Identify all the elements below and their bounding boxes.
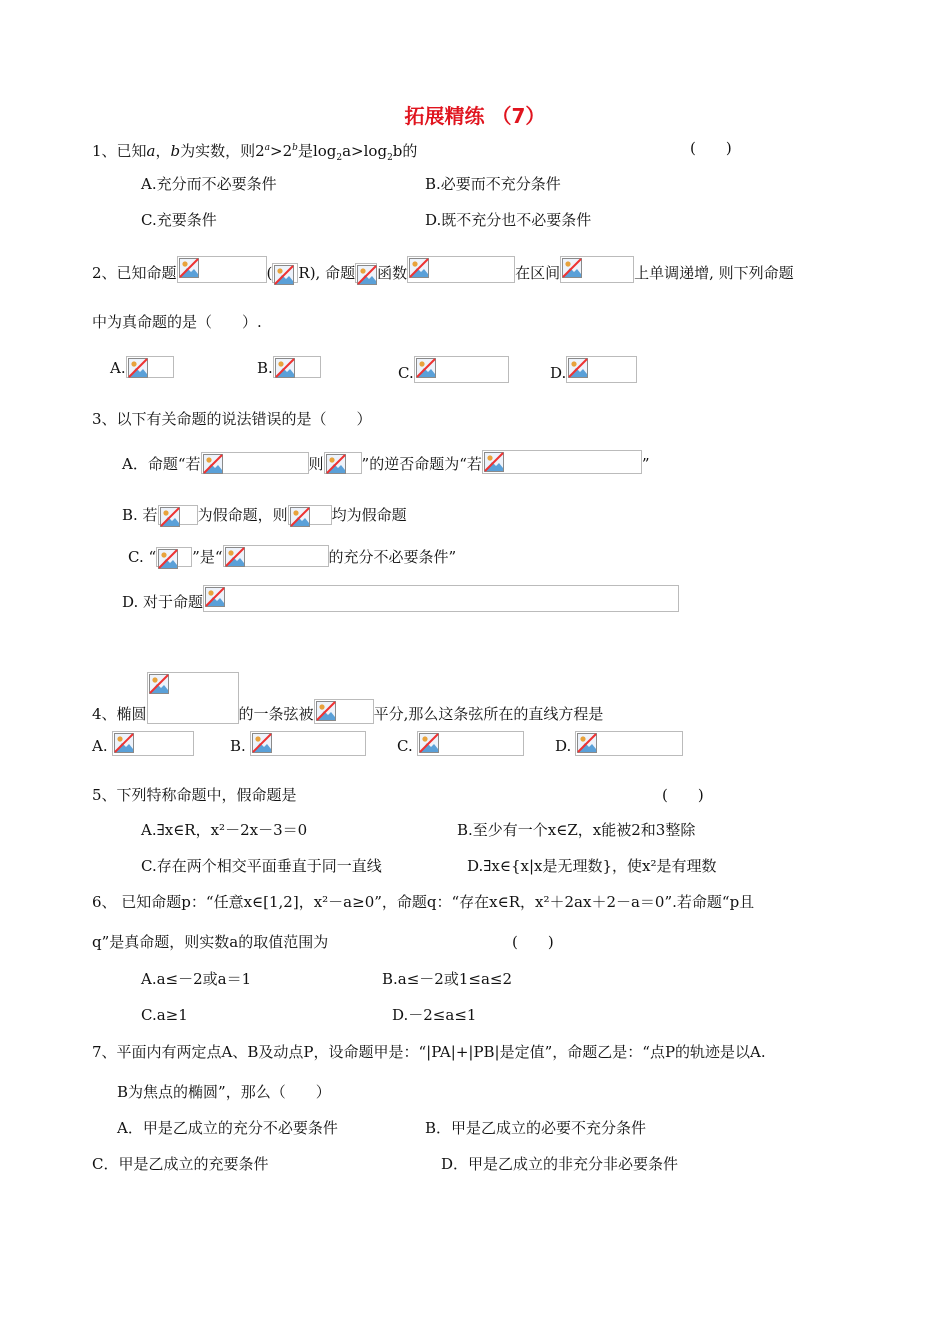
broken-image-icon: [288, 505, 332, 525]
q7-option-c: C．甲是乙成立的充要条件: [92, 1155, 269, 1173]
q7-option-a: A．甲是乙成立的充分不必要条件: [117, 1119, 338, 1137]
question-7-line2: B为焦点的椭圆”，那么（ ）: [117, 1083, 331, 1101]
q6-option-b: B.a≤－2或1≤a≤2: [382, 970, 513, 988]
question-1-paren: ( ): [690, 139, 732, 157]
question-2-line2: 中为真命题的是（ ）.: [92, 313, 262, 331]
q1-option-d: D.既不充分也不必要条件: [425, 211, 592, 229]
question-1-stem: 1、已知a，b为实数，则$2^a>2^b$是$\log_2a>\log_2b$的: [92, 142, 418, 163]
q6-option-a: A.a≤－2或a＝1: [141, 970, 252, 988]
broken-image-icon: [324, 452, 362, 474]
q1-option-c: C.充要条件: [141, 211, 217, 229]
question-6-line2: q”是真命题，则实数a的取值范围为: [92, 933, 329, 951]
q3-option-b: B. 若 为假命题，则 均为假命题: [122, 505, 407, 525]
q5-option-c: C.存在两个相交平面垂直于同一直线: [141, 857, 382, 875]
q3-option-c: C. “ ”是“ 的充分不必要条件”: [128, 545, 456, 567]
q4-option-a: A.: [92, 731, 194, 756]
broken-image-icon: [158, 505, 198, 525]
broken-image-icon: [414, 356, 509, 383]
broken-image-icon: [272, 263, 298, 283]
broken-image-icon: [273, 356, 321, 378]
q2-option-d: D.: [550, 356, 637, 383]
broken-image-icon: [223, 545, 329, 567]
broken-image-icon: [407, 256, 515, 283]
question-6-line1: 6、 已知命题p：“任意x∈[1,2]，x²－a≥0”，命题q：“存在x∈R，x²＋2ax＋2－a＝0”.若命题“p且: [92, 893, 755, 911]
broken-image-icon: [314, 699, 374, 724]
q5-option-a: A.∃x∈R，x²－2x－3＝0: [141, 821, 308, 839]
broken-image-icon: [575, 731, 683, 756]
q7-option-d: D．甲是乙成立的非充分非必要条件: [441, 1155, 679, 1173]
question-6-paren: ( ): [512, 933, 554, 951]
question-5-paren: ( ): [662, 786, 704, 804]
q5-option-d: D.∃x∈{x|x是无理数}，使x²是有理数: [467, 857, 717, 875]
broken-image-icon: [112, 731, 194, 756]
q2-option-a: A.: [110, 356, 174, 378]
broken-image-icon: [250, 731, 366, 756]
q2-option-b: B.: [257, 356, 321, 378]
q6-option-d: D.－2≤a≤1: [392, 1006, 477, 1024]
question-7-line1: 7、平面内有两定点A、B及动点P，设命题甲是：“|PA|+|PB|是定值”，命题乙是：“点P的轨迹是以A.: [92, 1043, 766, 1061]
broken-image-icon: [156, 547, 192, 567]
page-title: 拓展精练 （7）: [404, 104, 546, 128]
q6-option-c: C.a≥1: [141, 1006, 188, 1024]
q4-option-b: B.: [230, 731, 366, 756]
broken-image-icon: [566, 356, 637, 383]
broken-image-icon: [417, 731, 524, 756]
q1-option-a: A.充分而不必要条件: [141, 175, 277, 193]
broken-image-icon: [203, 585, 679, 612]
question-2-stem: 2、已知命题 ( R), 命题 函数 在区间 上单调递增, 则下列命题: [92, 256, 794, 283]
broken-image-icon: [201, 452, 309, 474]
broken-image-icon: [482, 450, 642, 474]
q5-option-b: B.至少有一个x∈Z，x能被2和3整除: [457, 821, 696, 839]
broken-image-icon: [126, 356, 174, 378]
q3-option-a: A．命题“若 则 ”的逆否命题为“若 ”: [122, 450, 650, 474]
broken-image-icon: [177, 256, 267, 283]
question-5-stem: 5、下列特称命题中，假命题是: [92, 786, 297, 804]
q4-option-d: D.: [555, 731, 683, 756]
q7-option-b: B．甲是乙成立的必要不充分条件: [425, 1119, 647, 1137]
broken-image-icon: [560, 256, 634, 283]
question-4-stem: 4、椭圆 的一条弦被 平分,那么这条弦所在的直线方程是: [92, 672, 603, 724]
broken-image-icon: [355, 263, 377, 283]
question-3-stem: 3、以下有关命题的说法错误的是（ ）: [92, 410, 372, 428]
broken-image-icon: [147, 672, 239, 724]
q4-option-c: C.: [397, 731, 524, 756]
q2-option-c: C.: [398, 356, 509, 383]
q1-option-b: B.必要而不充分条件: [425, 175, 561, 193]
q3-option-d: D. 对于命题: [122, 585, 679, 612]
